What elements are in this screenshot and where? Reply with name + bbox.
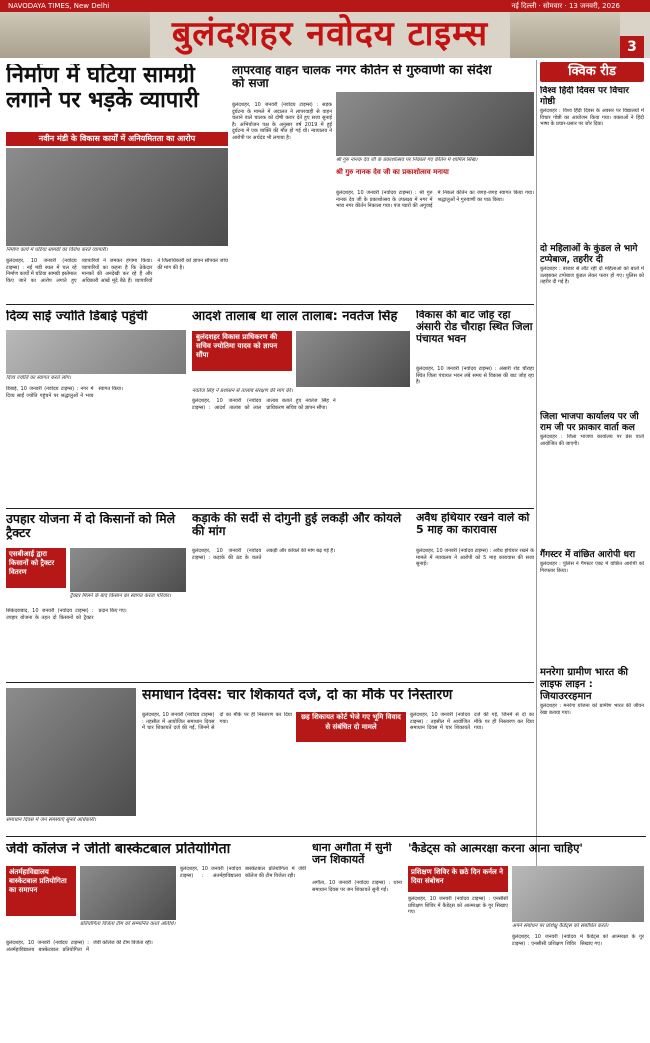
row2b-subhead: बुलंदशहर विकास प्राधिकरण की सचिव ज्योतिमा यादव को ज्ञापन सौंपा [192,331,292,371]
row5a-body-2: बुलंदशहर, 10 जनवरी (नवोदय टाइम्स) : अंतर्महाविद्यालय बास्केटबाल प्रतियोगिता में जेवी कॉलेज की टीम विजेता रही। [6,940,153,953]
row4-photo [6,688,136,816]
edition-label: NAVODAYA TIMES, New Delhi [8,2,110,10]
col3-photo [336,92,534,156]
row3a-subhead: एसबीआई द्वारा किसानों को ट्रैक्टर वितरण [6,548,66,588]
row5a-photo [80,866,176,920]
lead-caption: निर्माण कार्य में घटिया सामग्री का विरोध करते व्यापारी। [6,247,108,253]
col3-subhead: श्री गुरु नानक देव जी का प्रकाशोत्सव मनाया [336,168,449,176]
row2b-photo [296,331,410,387]
row3b-body: बुलंदशहर, 10 जनवरी (नवोदय टाइम्स) : कड़ाके की ठंड के चलते लकड़ी और कोयले की मांग बढ़ गई है। [192,548,335,561]
row3c-body: बुलंदशहर, 10 जनवरी (नवोदय टाइम्स) : अवैध हथियार रखने के मामले में न्यायालय ने आरोपी को 5 माह कारावास की सजा सुनाई। [416,548,534,568]
lead-headline: निर्माण में घटिया सामग्री लगाने पर भड़के व्यापारी [6,64,199,113]
row5a-headline: जेवी कॉलेज ने जीती बास्केटबाल प्रतियोगिता [6,842,231,857]
row3a-photo [70,548,186,592]
row3a-headline: उपहार योजना में दो किसानों को मिले ट्रैक्टर [6,512,176,540]
sidebar-item [540,244,644,406]
row5b-body: अगौता, 10 जनवरी (नवोदय टाइम्स) : थाना समाधान दिवस पर जन शिकायतें सुनी गईं। [312,880,402,893]
divider [6,508,534,509]
masthead-photo-left [0,12,150,58]
col2-headline: लापरवाह वाहन चालक को सजा [232,64,331,91]
sidebar-item [540,412,644,544]
row2b-body: बुलंदशहर, 10 जनवरी (नवोदय टाइम्स) : आदर्श तालाब को लाल तालाब बताते हुए नवतेज सिंह ने प्राधिकरण सचिव को ज्ञापन सौंपा। [192,398,336,411]
col3-caption: श्री गुरु नानक देव जी के प्रकाशोत्सव पर निकाले गए कीर्तन में शामिल सिख। [336,157,478,163]
row2a-headline: दिव्य साईं ज्योति डिबाई पहुंची [6,310,148,324]
sidebar-item-body: बुलंदशहर : जिला भाजपा कार्यालय पर प्रेस वार्ता आयोजित की जाएगी। [540,434,644,447]
row5c-caption: अपने संबोधन पर प्रशिक्षु कैडेट्स को संबोधित करते। [512,923,609,929]
sidebar-item-head: दो महिलाओं के कुंडल ले भागे टप्पेबाज, तहरीर दी [540,244,638,265]
row4-box: छह शिकायत कोर्ट भेजे गए भूमि विवाद से संबंधित दो मामले [296,712,406,742]
page-number: 3 [620,36,644,58]
sidebar-item-head: गैंगस्टर में वांछित आरोपी धरा [540,550,636,560]
sidebar-item-body: बुलंदशहर : मनरेगा योजना को ग्रामीण भारत की जीवन रेखा बताया गया। [540,703,644,716]
divider [6,304,534,305]
row2b-caption: नवतेज सिंह ने प्रशासन से तालाब संरक्षण की मांग की। [192,388,293,394]
sidebar-item [540,86,644,238]
sidebar-item-head: जिला भाजपा कार्यालय पर जी राम जी पर फ्राकार वार्ता कल [540,412,639,433]
sidebar-item [540,550,644,661]
row5c-body-2: बुलंदशहर, 10 जनवरी (नवोदय टाइम्स) : एनसीसी प्रशिक्षण शिविर में कैडेट्स को आत्मरक्षा के गुर सिखाए गए। [512,934,644,947]
lead-photo [6,148,228,246]
row5c-photo [512,866,644,922]
row2a-photo [6,330,186,374]
col2-body: बुलंदशहर, 10 जनवरी (नवोदय टाइम्स) : सड़क दुर्घटना के मामले में अदालत ने लापरवाही से वाहन चलाने वाले चालक को दोषी करार देते हुए सजा सुनाई है। अभियोजन पक्ष के अनुसार वर्ष 2019 में हुई दुर्घटना में एक व्यक्ति की मौत हो गई थी। न्यायालय ने आरोपी पर अर्थदंड भी लगाया है। [232,102,332,141]
sidebar-item-head: मनरेगा ग्रामीण भारत की लाइफ लाइन : जियाउररहमान [540,667,628,702]
row5c-subhead: प्रशिक्षण शिविर के छठे दिन कर्नल ने दिया संबोधन [408,866,508,892]
row3b-headline: कड़ाके की सर्दी से दोगुनी हुई लकड़ी और कोयले की मांग [192,512,402,539]
row5c-body: बुलंदशहर, 10 जनवरी (नवोदय टाइम्स) : एनसीसी प्रशिक्षण शिविर में कैडेट्स को आत्मरक्षा के गुर सिखाए गए। [408,896,508,916]
row4-body: बुलंदशहर, 10 जनवरी (नवोदय टाइम्स) : तहसील में आयोजित समाधान दिवस में चार शिकायतें दर्ज की गईं, जिनमें से दो का मौके पर ही निस्तारण कर दिया गया। [142,712,292,732]
col3-headline: नगर कीर्तन से गुरुवाणी का संदेश [336,64,492,78]
lead-body: बुलंदशहर, 10 जनवरी (नवोदय टाइम्स) : नई मंडी स्थल में चल रहे निर्माण कार्यों में घटिया सामग्री इस्तेमाल किए जाने का आरोप लगाते हुए व्यापारियों ने जमकर हंगामा किया। व्यापारियों का कहना है कि ठेकेदार मानकों की अनदेखी कर रहे हैं और अधिकारी आंखें मूंदे बैठे हैं। व्यापारियों ने जिलाधिकारी को ज्ञापन सौंपकर जांच की मांग की है। [6,258,228,284]
row5c-headline: 'कैडेट्स को आत्मरक्षा करना आना चाहिए' [408,842,583,855]
newspaper-title: बुलंदशहर नवोदय टाइम्स [171,14,489,54]
row2b-headline: आदर्श तालाब था लाल तालाब: नवतेज सिंह [192,310,398,324]
row5b-headline: धाना अगौता में सुनी जन शिकायतें [312,842,392,867]
row4-caption: समाधान दिवस में जन समस्याएं सुनते अधिकारी। [6,817,97,823]
col3-body: बुलंदशहर, 10 जनवरी (नवोदय टाइम्स) : श्री गुरु नानक देव जी के प्रकाशोत्सव के उपलक्ष्य में नगर में भव्य नगर कीर्तन निकाला गया। पंज प्यारों की अगुवाई में निकले कीर्तन का जगह-जगह स्वागत किया गया। श्रद्धालुओं ने गुरुवाणी का पाठ किया। [336,190,534,210]
sidebar-list [540,86,644,886]
sidebar-item [540,667,644,853]
row2c-body: बुलंदशहर, 10 जनवरी (नवोदय टाइम्स) : अंसारी रोड चौराहा स्थित जिला पंचायत भवन लंबे समय से विकास की बाट जोह रहा है। [416,366,534,386]
row4-headline: समाधान दिवस: चार शिकायतें दर्ज, दो का मौके पर निस्तारण [142,688,453,703]
lead-deck: नवीन मंडी के विकास कार्यों में अनियमितता का आरोप [6,132,228,146]
row2a-caption: दिव्य ज्योति का स्वागत करते लोग। [6,375,72,381]
sidebar-item-body: बुलंदशहर : विश्व हिंदी दिवस के अवसर पर विद्यालयों में विचार गोष्ठी का आयोजन किया गया। वक्ताओं ने हिंदी भाषा के प्रचार-प्रसार पर जोर दिया। [540,108,644,128]
row2a-body: डिबाई, 10 जनवरी (नवोदय टाइम्स) : नगर में दिव्य साईं ज्योति पहुंचने पर श्रद्धालुओं ने भव्य स्वागत किया। [6,386,123,399]
row5a-subhead: अंतर्महाविद्यालय बास्केटबाल प्रतियोगिता का समापन [6,866,76,916]
sidebar-item-body: बुलंदशहर : बाजार से लौट रही दो महिलाओं को बातों में उलझाकर टप्पेबाज कुंडल लेकर फरार हो गए। पुलिस को तहरीर दी गई है। [540,266,644,286]
sidebar-item-head: विश्व हिंदी दिवस पर विचार गोष्ठी [540,86,629,107]
row4-body-2: बुलंदशहर, 10 जनवरी (नवोदय टाइम्स) : तहसील में आयोजित समाधान दिवस में चार शिकायतें दर्ज की गईं, जिनमें से दो का मौके पर ही निस्तारण कर दिया गया। [410,712,534,732]
divider [6,682,534,683]
row5a-body: बुलंदशहर, 10 जनवरी (नवोदय टाइम्स) : अंतर्महाविद्यालय बास्केटबाल प्रतियोगिता में जेवी कॉलेज की टीम विजेता रही। [180,866,306,879]
row3a-body: सिकंदराबाद, 10 जनवरी (नवोदय टाइम्स) : उपहार योजना के तहत दो किसानों को ट्रैक्टर प्रदान किए गए। [6,608,127,621]
sidebar-item-body: बुलंदशहर : पुलिस ने गैंगस्टर एक्ट में वांछित आरोपी को गिरफ्तार किया। [540,561,644,574]
divider [6,836,646,837]
row3a-caption: ट्रैक्टर मिलने के बाद किसान का स्वागत करता परिवार। [70,593,171,599]
dateline: नई दिल्ली · सोमवार · 13 जनवरी, 2026 [511,2,620,10]
row3c-headline: अवैध हथियार रखने वाले को 5 माह का कारावास [416,512,530,537]
row5a-caption: प्रतियोगिता विजेता टीम को सम्मानित करते अतिथि। [80,921,176,927]
masthead-photo-right [510,12,620,58]
sidebar-title: क्विक रीड [540,62,644,82]
row2c-headline: विकास की बाट जोह रहा अंसारी रोड चौराहा स्थित जिला पंचायत भवन [416,310,533,345]
